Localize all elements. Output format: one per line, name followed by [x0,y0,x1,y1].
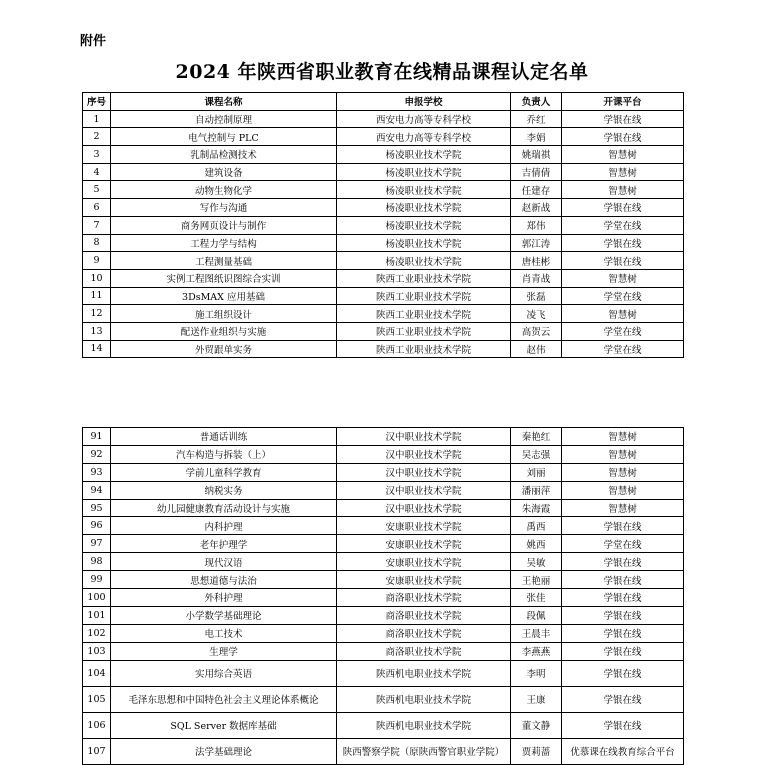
cell-no: 92 [83,445,111,463]
course-table-bottom [82,427,684,765]
cell-platform: 优慕课在线教育综合平台 [562,738,684,764]
table-row [83,181,684,199]
cell-school: 商洛职业技术学院 [337,642,511,660]
cell-no: 104 [83,660,111,686]
table-row [83,624,684,642]
table-row [83,660,684,686]
cell-no: 6 [83,199,111,217]
cell-person: 王晨丰 [511,624,562,642]
cell-platform: 学银在线 [562,606,684,624]
cell-school: 陕西机电职业技术学院 [337,686,511,712]
table-row [83,686,684,712]
cell-school: 杨凌职业技术学院 [337,181,511,199]
cell-course: 纳税实务 [111,481,337,499]
cell-course: 商务网页设计与制作 [111,216,337,234]
cell-platform: 学堂在线 [562,340,684,358]
cell-course: 普通话训练 [111,428,337,446]
table-row [83,712,684,738]
cell-platform: 学银在线 [562,110,684,128]
table-row [83,234,684,252]
table-body-bottom [83,428,684,765]
cell-course: 自动控制原理 [111,110,337,128]
cell-no: 14 [83,340,111,358]
cell-person: 董文静 [511,712,562,738]
cell-school: 陕西工业职业技术学院 [337,287,511,305]
cell-no: 97 [83,535,111,553]
cell-school: 杨凌职业技术学院 [337,216,511,234]
cell-person: 张磊 [511,287,562,305]
cell-school: 杨凌职业技术学院 [337,146,511,164]
cell-course: 外贸跟单实务 [111,340,337,358]
cell-no: 94 [83,481,111,499]
cell-person: 高贺云 [511,322,562,340]
cell-school: 陕西工业职业技术学院 [337,322,511,340]
cell-school: 杨凌职业技术学院 [337,163,511,181]
cell-no: 105 [83,686,111,712]
cell-school: 安康职业技术学院 [337,535,511,553]
cell-no: 2 [83,128,111,146]
table-body-top [83,110,684,358]
cell-school: 汉中职业技术学院 [337,445,511,463]
cell-no: 98 [83,553,111,571]
cell-platform: 学银在线 [562,660,684,686]
cell-person: 王康 [511,686,562,712]
cell-course: 现代汉语 [111,553,337,571]
cell-no: 8 [83,234,111,252]
cell-school: 杨凌职业技术学院 [337,199,511,217]
cell-platform: 学堂在线 [562,287,684,305]
cell-platform: 智慧树 [562,181,684,199]
table-row [83,163,684,181]
cell-course: 汽车构造与拆装（上） [111,445,337,463]
cell-course: 3DsMAX 应用基础 [111,287,337,305]
cell-school: 陕西机电职业技术学院 [337,712,511,738]
cell-school: 安康职业技术学院 [337,571,511,589]
table-row [83,642,684,660]
table-row [83,499,684,517]
cell-no: 100 [83,589,111,607]
table-row [83,287,684,305]
cell-platform: 学银在线 [562,553,684,571]
cell-school: 陕西机电职业技术学院 [337,660,511,686]
cell-no: 12 [83,305,111,323]
cell-platform: 智慧树 [562,146,684,164]
cell-person: 贾莉蔷 [511,738,562,764]
table-row [83,340,684,358]
cell-course: 老年护理学 [111,535,337,553]
cell-platform: 智慧树 [562,463,684,481]
cell-no: 9 [83,252,111,270]
table-header-row [83,93,684,111]
cell-course: SQL Server 数据库基础 [111,712,337,738]
cell-person: 禹西 [511,517,562,535]
cell-platform: 智慧树 [562,269,684,287]
cell-no: 102 [83,624,111,642]
cell-person: 赵新战 [511,199,562,217]
table-row [83,481,684,499]
cell-person: 赵伟 [511,340,562,358]
cell-person: 乔红 [511,110,562,128]
cell-platform: 学银在线 [562,642,684,660]
cell-no: 106 [83,712,111,738]
table-row [83,535,684,553]
cell-no: 13 [83,322,111,340]
cell-platform: 学堂在线 [562,535,684,553]
cell-person: 刘丽 [511,463,562,481]
cell-course: 实用综合英语 [111,660,337,686]
cell-no: 4 [83,163,111,181]
cell-platform: 智慧树 [562,428,684,446]
cell-school: 商洛职业技术学院 [337,589,511,607]
table-row [83,146,684,164]
cell-course: 法学基础理论 [111,738,337,764]
cell-platform: 学堂在线 [562,216,684,234]
table-row [83,305,684,323]
cell-person: 唐桂彬 [511,252,562,270]
cell-course: 建筑设备 [111,163,337,181]
cell-school: 汉中职业技术学院 [337,481,511,499]
cell-course: 工程力学与结构 [111,234,337,252]
cell-course: 学前儿童科学教育 [111,463,337,481]
cell-person: 李娟 [511,128,562,146]
table-row [83,322,684,340]
cell-person: 凌飞 [511,305,562,323]
cell-person: 李明 [511,660,562,686]
cell-course: 工程测量基础 [111,252,337,270]
cell-no: 103 [83,642,111,660]
cell-platform: 学堂在线 [562,322,684,340]
cell-platform: 学银在线 [562,624,684,642]
cell-platform: 学银在线 [562,589,684,607]
cell-person: 吴志强 [511,445,562,463]
cell-platform: 智慧树 [562,481,684,499]
cell-no: 91 [83,428,111,446]
cell-school: 陕西警察学院（原陕西警官职业学院） [337,738,511,764]
cell-school: 西安电力高等专科学校 [337,110,511,128]
cell-platform: 学银在线 [562,128,684,146]
cell-course: 毛泽东思想和中国特色社会主义理论体系概论 [111,686,337,712]
header-platform: 开课平台 [562,93,684,111]
table-row [83,589,684,607]
cell-no: 107 [83,738,111,764]
cell-person: 肖青战 [511,269,562,287]
cell-course: 思想道德与法治 [111,571,337,589]
cell-school: 安康职业技术学院 [337,553,511,571]
cell-no: 101 [83,606,111,624]
header-no: 序号 [83,93,111,111]
table-row [83,517,684,535]
cell-school: 安康职业技术学院 [337,517,511,535]
cell-person: 吴敏 [511,553,562,571]
cell-platform: 学银在线 [562,712,684,738]
document-title: 2024 年陕西省职业教育在线精品课程认定名单 [175,61,589,83]
table-row [83,252,684,270]
cell-person: 姚西 [511,535,562,553]
cell-platform: 学银在线 [562,252,684,270]
cell-person: 郑伟 [511,216,562,234]
cell-platform: 智慧树 [562,163,684,181]
table-row [83,445,684,463]
cell-course: 小学数学基础理论 [111,606,337,624]
table-row [83,216,684,234]
cell-no: 96 [83,517,111,535]
cell-no: 10 [83,269,111,287]
course-table-top [82,92,684,358]
cell-school: 西安电力高等专科学校 [337,128,511,146]
cell-no: 93 [83,463,111,481]
header-person: 负责人 [511,93,562,111]
cell-course: 乳制品检测技术 [111,146,337,164]
cell-person: 王艳丽 [511,571,562,589]
cell-school: 汉中职业技术学院 [337,499,511,517]
cell-platform: 智慧树 [562,499,684,517]
table-row [83,606,684,624]
table-row [83,463,684,481]
header-school: 申报学校 [337,93,511,111]
cell-course: 内科护理 [111,517,337,535]
cell-school: 商洛职业技术学院 [337,624,511,642]
cell-person: 任建存 [511,181,562,199]
cell-no: 95 [83,499,111,517]
cell-school: 杨凌职业技术学院 [337,252,511,270]
cell-school: 陕西工业职业技术学院 [337,269,511,287]
cell-platform: 学银在线 [562,571,684,589]
table-row [83,553,684,571]
table-row [83,571,684,589]
cell-platform: 智慧树 [562,305,684,323]
cell-person: 秦艳红 [511,428,562,446]
cell-school: 杨凌职业技术学院 [337,234,511,252]
cell-no: 7 [83,216,111,234]
cell-person: 李燕燕 [511,642,562,660]
table-row [83,199,684,217]
cell-platform: 学银在线 [562,234,684,252]
cell-course: 配送作业组织与实施 [111,322,337,340]
cell-course: 外科护理 [111,589,337,607]
cell-school: 商洛职业技术学院 [337,606,511,624]
cell-school: 陕西工业职业技术学院 [337,340,511,358]
cell-course: 写作与沟通 [111,199,337,217]
cell-course: 幼儿园健康教育活动设计与实施 [111,499,337,517]
table-row [83,110,684,128]
attachment-label: 附件 [80,34,107,49]
table-row [83,128,684,146]
cell-no: 5 [83,181,111,199]
cell-no: 1 [83,110,111,128]
cell-platform: 学银在线 [562,686,684,712]
cell-no: 99 [83,571,111,589]
cell-platform: 智慧树 [562,445,684,463]
cell-school: 汉中职业技术学院 [337,463,511,481]
cell-platform: 学银在线 [562,199,684,217]
cell-school: 汉中职业技术学院 [337,428,511,446]
cell-person: 吉倩倩 [511,163,562,181]
cell-person: 郭江涛 [511,234,562,252]
cell-course: 生理学 [111,642,337,660]
cell-course: 动物生物化学 [111,181,337,199]
cell-course: 实例工程图纸识图综合实训 [111,269,337,287]
cell-school: 陕西工业职业技术学院 [337,305,511,323]
cell-course: 电气控制与 PLC [111,128,337,146]
cell-no: 3 [83,146,111,164]
table-row [83,428,684,446]
table-row [83,738,684,764]
cell-person: 张佳 [511,589,562,607]
cell-platform: 学银在线 [562,517,684,535]
cell-person: 朱海霞 [511,499,562,517]
cell-no: 11 [83,287,111,305]
cell-person: 段佩 [511,606,562,624]
table-row [83,269,684,287]
cell-course: 施工组织设计 [111,305,337,323]
header-course: 课程名称 [111,93,337,111]
cell-person: 姚瑞祺 [511,146,562,164]
cell-course: 电工技术 [111,624,337,642]
cell-person: 潘丽萍 [511,481,562,499]
